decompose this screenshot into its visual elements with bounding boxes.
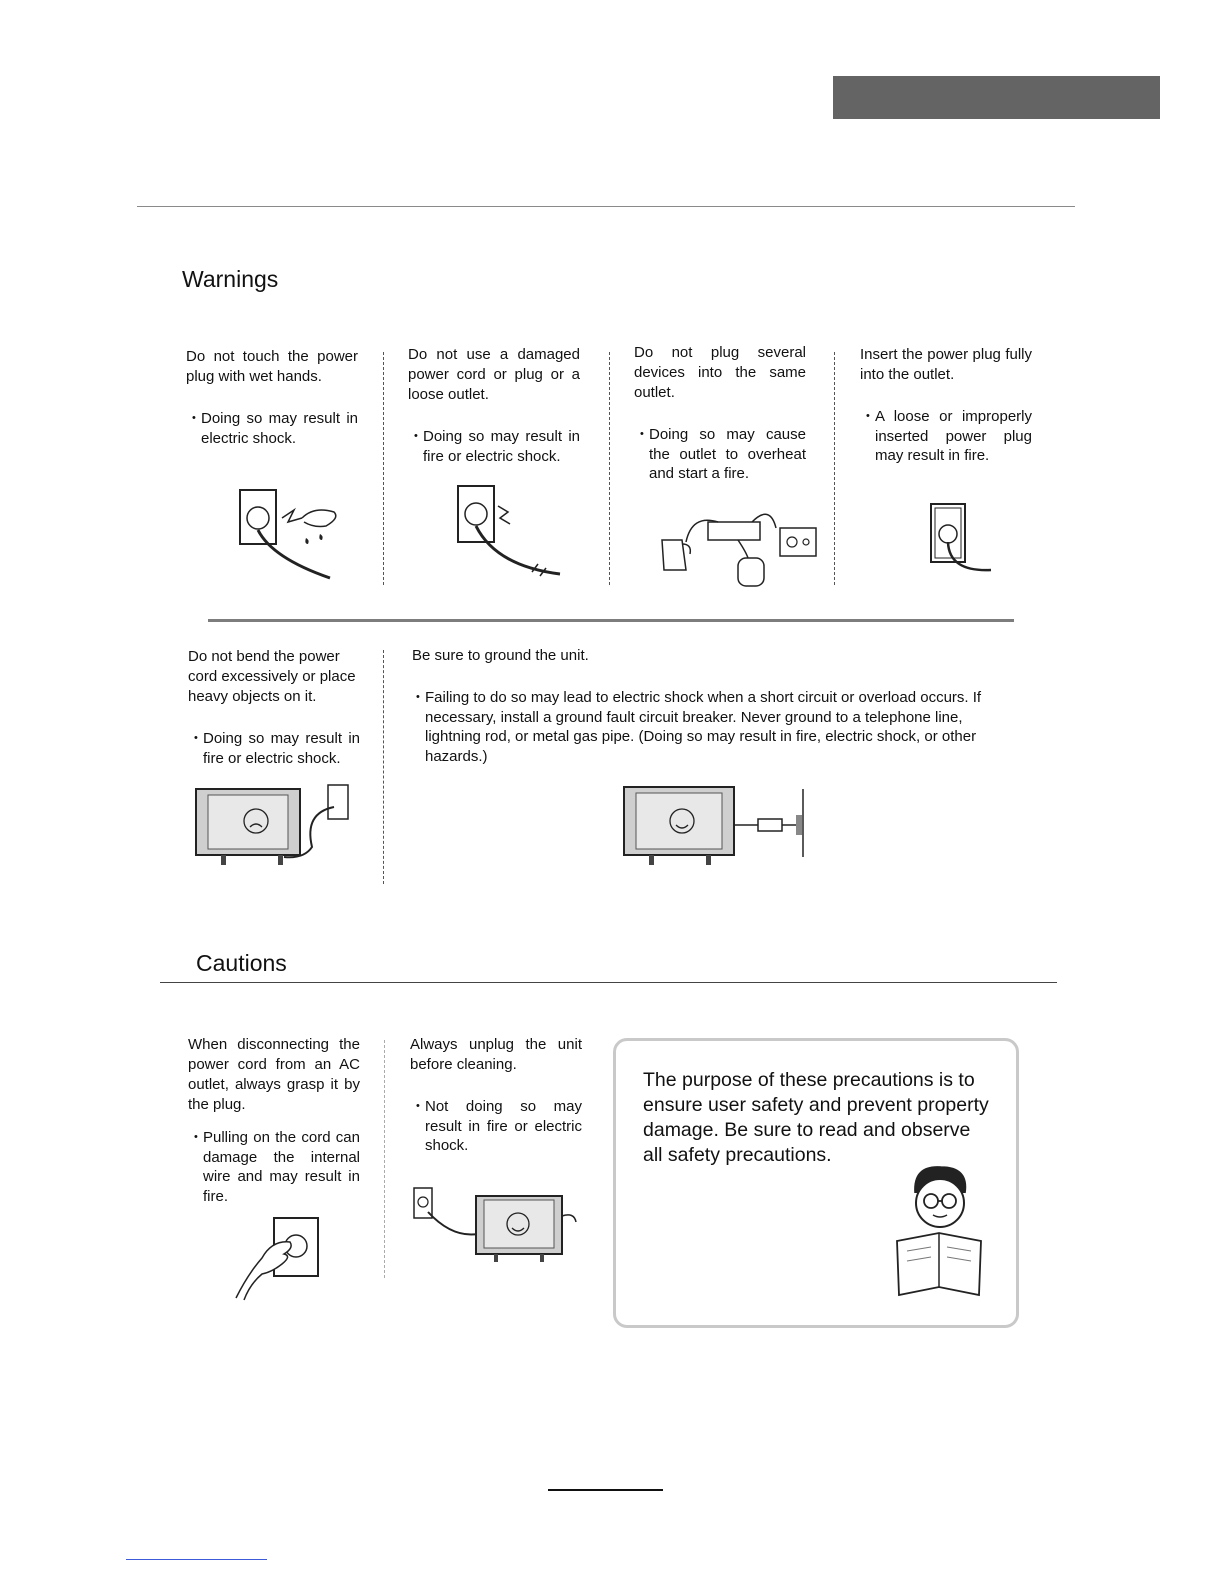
page-number-rule [548,1489,663,1491]
damaged-cord-outlet-icon [440,476,565,588]
overloaded-power-strip-icon [652,504,822,590]
warning-divider-3 [834,352,835,585]
header-bar [833,76,1160,119]
caution-1-bullet: • Pulling on the cord can damage the internal wire and may result in fire. [203,1128,360,1206]
warning-divider-2 [609,352,610,585]
warning-4-text: Insert the power plug fully into the outlet. [860,346,1032,383]
caution-divider-1 [384,1040,385,1278]
cautions-heading: Cautions [196,950,287,976]
boy-reading-icon [893,1163,985,1297]
plug-in-outlet-icon [925,500,995,576]
cautions-divider [160,982,1057,983]
safety-notice-text: The purpose of these precautions is to ensure user safety and prevent property damage. Be sure to read and observe all safety precautions. [643,1069,989,1166]
warning-6-text: Be sure to ground the unit. [412,647,589,664]
tv-unplug-icon [412,1186,578,1264]
footer-link-rule [126,1559,267,1560]
caution-1-text: When disconnecting the power cord from an AC outlet, always grasp it by the plug. [188,1036,360,1113]
grounded-tv-icon [622,785,808,869]
warning-divider-1 [383,352,384,585]
caution-2-bullet: • Not doing so may result in fire or electric shock. [425,1097,582,1156]
warning-4-bullet: • A loose or improperly inserted power plug may result in fire. [875,407,1032,466]
warnings-heading: Warnings [182,266,279,292]
warning-divider-4 [383,650,384,884]
warning-3-bullet: • Doing so may cause the outlet to overheat and start a fire. [649,425,806,484]
hand-pulling-plug-icon [232,1214,322,1304]
wall-outlet-wet-hands-icon [222,478,352,586]
caution-2-text: Always unplug the unit before cleaning. [410,1036,582,1073]
warning-2-bullet: • Doing so may result in fire or electric shock. [423,427,580,466]
sad-tv-cord-icon [194,783,354,869]
warning-5-bullet: • Doing so may result in fire or electric shock. [203,729,360,768]
warning-2-text: Do not use a damaged power cord or plug or a loose outlet. [408,346,580,403]
warning-1-text: Do not touch the power plug with wet hands. [186,348,358,385]
warning-6-bullet: • Failing to do so may lead to electric shock when a short circuit or overload occurs. If necessary, install a ground fault circuit breaker. Never ground to a telephone line, lightning rod, or metal gas pipe. (Doing so may result in fire, electric shock, or other hazards.) [425,688,1005,766]
warning-1-bullet: • Doing so may result in electric shock. [201,409,358,448]
warning-3-text: Do not plug several devices into the same outlet. [634,344,806,401]
warning-5-text: Do not bend the power cord excessively or place heavy objects on it. [188,648,356,705]
warnings-middle-divider [208,619,1014,622]
top-divider [137,206,1075,207]
